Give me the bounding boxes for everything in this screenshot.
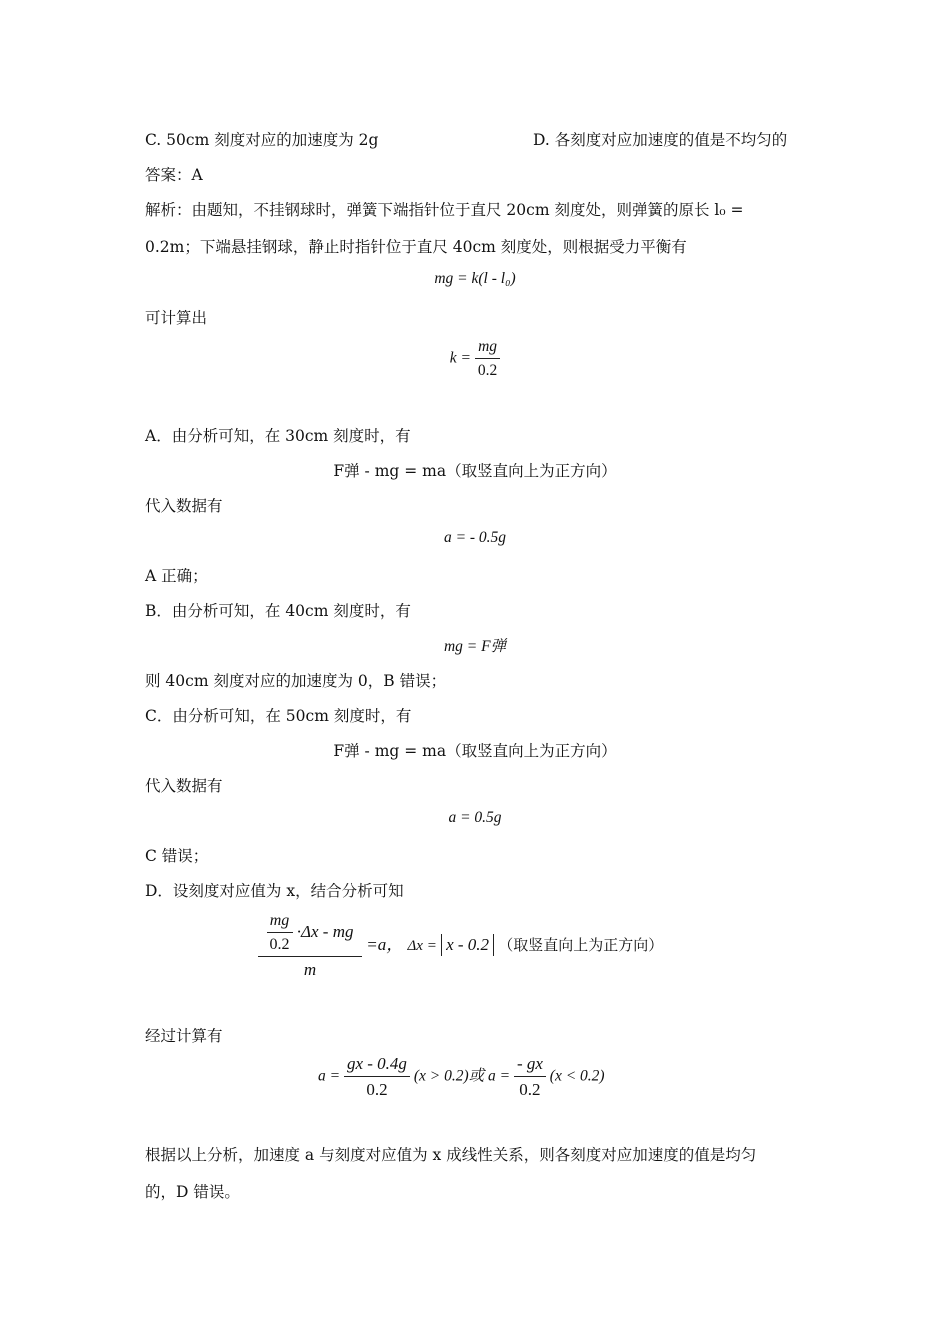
- part-b-intro: B．由分析可知，在 40cm 刻度时，有: [145, 602, 411, 620]
- part-c-result: a = 0.5g: [448, 809, 502, 826]
- part-a-equation: F弹 - mg = ma（取竖直向上为正方向）: [333, 462, 617, 480]
- d-inner-denominator: 0.2: [267, 932, 293, 954]
- a1-condition: (x > 0.2)或 a =: [413, 1067, 511, 1085]
- part-d-equation: [258, 912, 663, 980]
- d-numerator-rest: ·Δx - mg: [296, 921, 354, 941]
- part-a-verdict: A 正确；: [145, 567, 208, 585]
- k-lhs: k =: [449, 349, 471, 367]
- a2-condition: (x < 0.2): [549, 1067, 605, 1085]
- part-c-verdict: C 错误；: [145, 847, 209, 865]
- d-direction-note: （取竖直向上为正方向）: [498, 937, 664, 954]
- analysis-line-1: 解析：由题知，不挂钢球时，弹簧下端指针位于直尺 20cm 刻度处，则弹簧的原长 l₀ =: [145, 201, 744, 219]
- a1-fraction: [344, 1054, 410, 1100]
- k-numerator: mg: [478, 338, 498, 355]
- equation-k: [0, 338, 950, 380]
- k-denominator: 0.2: [475, 358, 500, 380]
- d-inner-numerator: mg: [269, 912, 290, 929]
- analysis-line-2: 0.2m；下端悬挂钢球，静止时指针位于直尺 40cm 刻度处，则根据受力平衡有: [145, 238, 687, 256]
- option-c: C. 50cm 刻度对应的加速度为 2g: [145, 131, 379, 149]
- part-a-sub-label: 代入数据有: [145, 497, 223, 515]
- part-d-intro: D．设刻度对应值为 x，结合分析可知: [145, 882, 404, 900]
- part-c-intro: C．由分析可知，在 50cm 刻度时，有: [145, 707, 412, 725]
- option-d: D. 各刻度对应加速度的值是不均匀的: [533, 131, 788, 149]
- part-c-sub-label: 代入数据有: [145, 777, 223, 795]
- a1-denominator: 0.2: [344, 1076, 410, 1100]
- d-equation-rhs: =a，: [366, 934, 404, 954]
- part-a-result: a = - 0.5g: [443, 529, 507, 546]
- answer: 答案：A: [145, 166, 203, 184]
- part-c-equation: F弹 - mg = ma（取竖直向上为正方向）: [333, 742, 617, 760]
- a2-denominator: 0.2: [514, 1076, 546, 1100]
- conclusion-line-2: 的，D 错误。: [145, 1183, 240, 1201]
- part-b-equation: mg = F弹: [443, 638, 507, 655]
- a2-fraction: [514, 1054, 546, 1100]
- conclusion-line-1: 根据以上分析，加速度 a 与刻度对应值为 x 成线性关系，则各刻度对应加速度的值是均匀: [145, 1146, 757, 1164]
- equation-force-balance: mg = k(l - l₀): [434, 270, 516, 287]
- d-outer-fraction: [258, 912, 362, 980]
- calc-label: 可计算出: [145, 309, 208, 327]
- d-delta-x-def: Δx =: [407, 937, 437, 954]
- part-b-verdict: 则 40cm 刻度对应的加速度为 0，B 错误；: [145, 672, 447, 690]
- a1-lhs: a =: [318, 1067, 341, 1085]
- k-fraction: [475, 338, 500, 380]
- a2-numerator: - gx: [516, 1054, 543, 1073]
- d-denominator: m: [258, 956, 362, 980]
- d-inner-fraction: [267, 912, 293, 954]
- d-abs-value: x - 0.2: [441, 934, 494, 956]
- part-d-calc-label: 经过计算有: [145, 1027, 223, 1045]
- part-d-result-equation: [318, 1054, 605, 1100]
- a1-numerator: gx - 0.4g: [346, 1054, 407, 1073]
- part-a-intro: A．由分析可知，在 30cm 刻度时，有: [145, 427, 411, 445]
